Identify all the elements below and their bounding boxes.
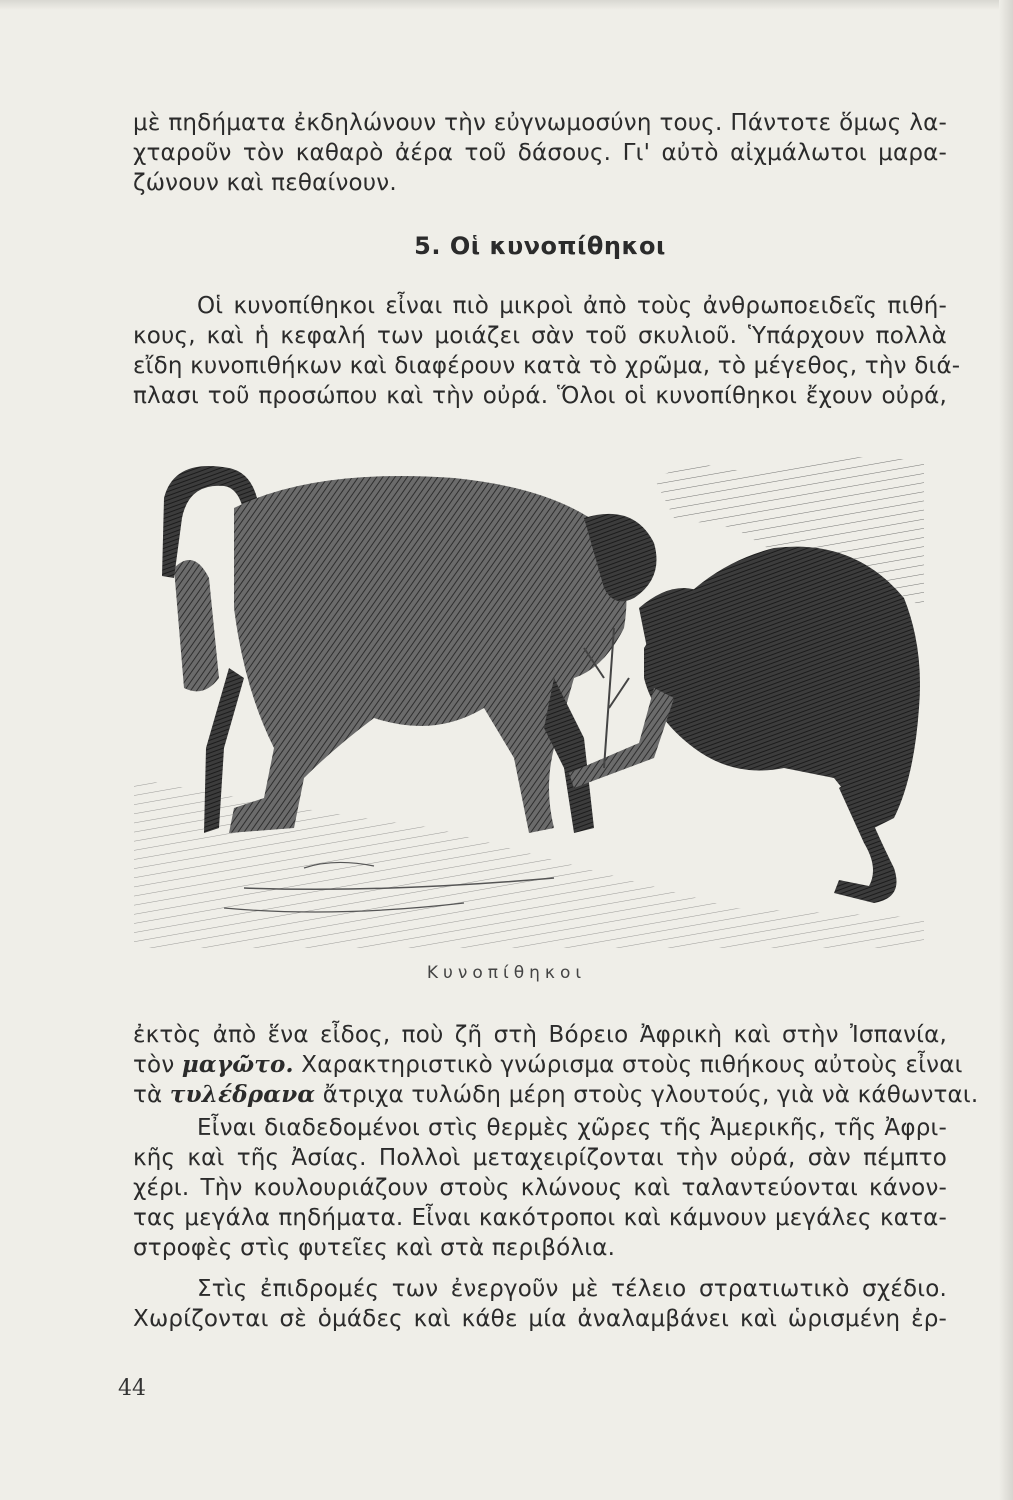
text-line: εἴδη κυνοπιθήκων καὶ διαφέρουν κατὰ τὸ χρῶμα, τὸ μέγεθος, τὴν διά- [133,353,961,379]
page-edge [0,0,1013,10]
text-line: χέρι. Τὴν κουλουριάζουν στοὺς κλώνους καὶ ταλαντεύονται κάνον- [133,1175,947,1201]
text-line: πλασι τοῦ προσώπου καὶ τὴν οὐρά. Ὅλοι οἱ κυνοπίθηκοι ἔχουν οὐρά, [133,383,947,409]
baboons-illustration [134,448,928,948]
text-line: μὲ πηδήματα ἐκδηλώνουν τὴν εὐγνωμοσύνη τους. Πάντοτε ὅμως λα- [133,110,947,136]
figure-caption: Κυνοπίθηκοι [426,963,587,983]
page-number: 44 [118,1376,146,1401]
top-paragraph [133,108,947,198]
section-heading: 5. Οἱ κυνοπίθηκοι [414,232,666,260]
text-fragment: τὸν [133,1052,182,1078]
intro-paragraph [133,291,961,411]
text-line: Χωρίζονται σὲ ὁμάδες καὶ κάθε μία ἀναλαμβάνει καὶ ὡρισμένη ἐρ- [133,1306,947,1332]
term-tyledrana: τυλέδρανα [169,1081,316,1108]
continuation-paragraph [133,1020,979,1110]
text-line: ἐκτὸς ἀπὸ ἕνα εἶδος, ποὺ ζῆ στὴ Βόρειο Ἀφρικὴ καὶ στὴν Ἰσπανία, [133,1022,947,1048]
text-line: Οἱ κυνοπίθηκοι εἶναι πιὸ μικροὶ ἀπὸ τοὺς ἀνθρωποειδεῖς πιθή- [197,293,947,319]
text-line: κους, καὶ ἡ κεφαλή των μοιάζει σὰν τοῦ σκυλιοῦ. Ὑπάρχουν πολλὰ [133,323,947,349]
habitat-paragraph [133,1113,947,1263]
text-fragment: ἄτριχα τυλώδη μέρη στοὺς γλουτούς, γιὰ νὰ κάθωνται. [315,1082,979,1108]
text-line: κῆς καὶ τῆς Ἀσίας. Πολλοὶ μεταχειρίζονται τὴν οὐρά, σὰν πέμπτο [133,1145,947,1171]
text-line: χταροῦν τὸν καθαρὸ ἀέρα τοῦ δάσους. Γι' αὐτὸ αἰχμάλωτοι μαρα- [133,140,947,166]
text-fragment: Χαρακτηριστικὸ γνώρισμα στοὺς πιθήκους αὐτοὺς εἶναι [293,1052,963,1078]
text-line: ζώνουν καὶ πεθαίνουν. [133,170,397,196]
page-edge-right [999,0,1013,1500]
term-magot: μαγῶτο. [181,1051,294,1078]
text-line: Εἶναι διαδεδομένοι στὶς θερμὲς χῶρες τῆς Ἀμερικῆς, τῆς Ἀφρι- [197,1115,947,1141]
text-line [133,1050,963,1080]
text-fragment: τὰ [133,1082,170,1108]
text-line: στροφὲς στὶς φυτεῖες καὶ στὰ περιβόλια. [133,1235,616,1261]
text-line: Στὶς ἐπιδρομές των ἐνεργοῦν μὲ τέλειο στρατιωτικὸ σχέδιο. [197,1276,947,1302]
raids-paragraph [133,1274,947,1334]
text-line: τας μεγάλα πηδήματα. Εἶναι κακότροποι καὶ κάμνουν μεγάλες κατα- [133,1205,947,1231]
text-line [133,1080,979,1110]
